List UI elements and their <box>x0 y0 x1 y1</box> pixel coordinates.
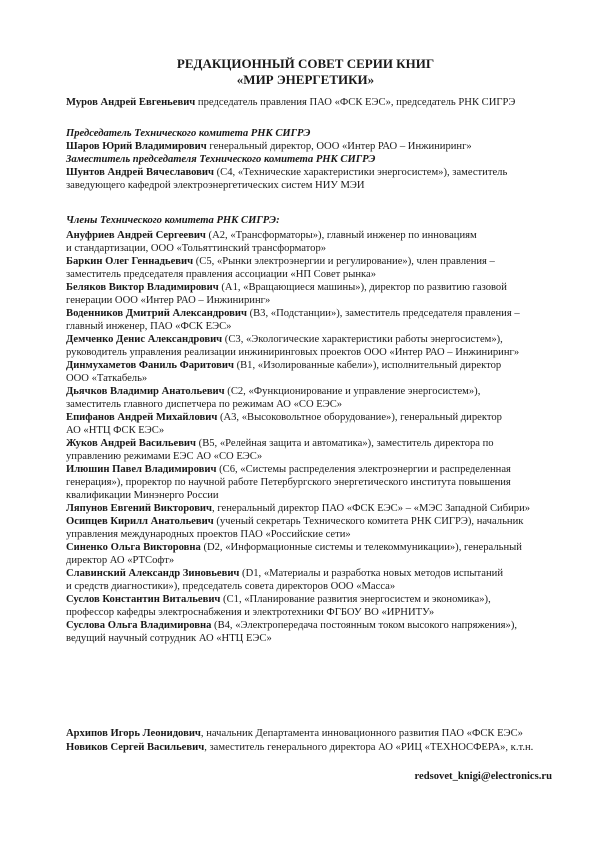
member-desc-continuation: генерации ООО «Интер РАО – Инжиниринг» <box>66 295 271 306</box>
committee-deputy-desc-line-2: заведующего кафедрой электроэнергетических систем НИУ МЭИ <box>66 180 365 191</box>
member-desc: (С2, «Функционирование и управление энергосистем»), <box>224 386 481 397</box>
member-entry <box>66 229 566 242</box>
member-desc: (D2, «Информационные системы и телекоммуникации»), генеральный <box>200 542 522 553</box>
member-desc-continuation: управления международных проектов ПАО «Российские сети» <box>66 529 351 540</box>
member-name: Осипцев Кирилл Анатольевич <box>66 516 214 527</box>
member-name: Воденников Дмитрий Александрович <box>66 308 247 319</box>
member-desc-continuation: руководитель управления реализации инжиниринговых проектов ООО «Интер РАО – Инжиниринг» <box>66 347 520 358</box>
member-entry <box>66 437 566 450</box>
member-name: Илюшин Павел Владимирович <box>66 464 217 475</box>
member-desc-continuation: заместитель главного диспетчера по режимам АО «СО ЕЭС» <box>66 399 343 410</box>
member-desc-continuation: квалификации Минэнерго России <box>66 490 219 501</box>
contact-email[interactable]: redsovet_knigi@electronics.ru <box>414 771 552 782</box>
page-title-line-2: «МИР ЭНЕРГЕТИКИ» <box>236 72 375 87</box>
other-name: Архипов Игорь Леонидович <box>66 728 201 739</box>
member-entry <box>66 255 566 268</box>
committee-chair-desc: генеральный директор, ООО «Интер РАО – Инжиниринг» <box>206 141 472 152</box>
member-entry <box>66 281 566 294</box>
member-name: Епифанов Андрей Михайлович <box>66 412 218 423</box>
member-desc-continuation: и стандартизации, ООО «Тольяттинский трансформатор» <box>66 243 327 254</box>
committee-deputy-heading: Заместитель председателя Технического комитета РНК СИГРЭ <box>66 154 376 165</box>
member-name: Жуков Андрей Васильевич <box>66 438 197 449</box>
member-name: Ануфриев Андрей Сергеевич <box>66 230 206 241</box>
member-desc-continuation: директор АО «РТСофт» <box>66 555 175 566</box>
member-entry <box>66 502 566 515</box>
member-desc: (В1, «Изолированные кабели»), исполнительный директор <box>233 360 502 371</box>
chairman-entry <box>66 96 566 109</box>
member-name: Динмухаметов Фаниль Фаритович <box>66 360 234 371</box>
member-desc-continuation: заместитель председателя правления ассоциации «НП Совет рынка» <box>66 269 377 280</box>
committee-chair-entry <box>66 140 566 153</box>
member-name: Синенко Ольга Викторовна <box>66 542 201 553</box>
member-desc-continuation: главный инженер, ПАО «ФСК ЕЭС» <box>66 321 232 332</box>
member-entry <box>66 411 566 424</box>
member-desc: (А1, «Вращающиеся машины»), директор по развитию газовой <box>218 282 507 293</box>
member-name: Баркин Олег Геннадьевич <box>66 256 194 267</box>
member-desc-continuation: ООО «Таткабель» <box>66 373 148 384</box>
member-desc: (D1, «Материалы и разработка новых методов испытаний <box>239 568 504 579</box>
member-entry <box>66 515 566 528</box>
committee-chair-heading: Председатель Технического комитета РНК СИГРЭ <box>66 128 311 139</box>
member-desc: (В5, «Релейная защита и автоматика»), заместитель директора по <box>196 438 494 449</box>
chairman-desc: председатель правления ПАО «ФСК ЕЭС», председатель РНК СИГРЭ <box>195 97 516 108</box>
member-desc: (С3, «Экологические характеристики работы энергосистем»), <box>222 334 503 345</box>
member-entry <box>66 567 566 580</box>
member-name: Суслова Ольга Владимировна <box>66 620 212 631</box>
member-entry <box>66 385 566 398</box>
member-desc-continuation: генерация»), проректор по научной работе Петербургского энергетического института повышения <box>66 477 511 488</box>
member-desc: (В3, «Подстанции»), заместитель председателя правления – <box>246 308 520 319</box>
member-name: Ляпунов Евгений Викторович <box>66 503 213 514</box>
other-desc: , начальник Департамента инновационного развития ПАО «ФСК ЕЭС» <box>200 728 523 739</box>
other-entry <box>66 727 566 740</box>
chairman-name: Муров Андрей Евгеньевич <box>66 97 196 108</box>
member-entry <box>66 541 566 554</box>
member-name: Дьячков Владимир Анатольевич <box>66 386 225 397</box>
member-name: Суслов Константин Витальевич <box>66 594 221 605</box>
other-entry <box>66 741 566 754</box>
member-desc: (ученый секретарь Технического комитета РНК СИГРЭ), начальник <box>213 516 524 527</box>
committee-deputy-entry <box>66 166 566 179</box>
committee-deputy-name: Шунтов Андрей Вячеславович <box>66 167 214 178</box>
member-desc: (А3, «Высоковольтное оборудование»), генеральный директор <box>217 412 502 423</box>
member-entry <box>66 359 566 372</box>
page-title-line-1: РЕДАКЦИОННЫЙ СОВЕТ СЕРИИ КНИГ <box>176 56 435 71</box>
member-desc: (А2, «Трансформаторы»), главный инженер по инновациям <box>205 230 477 241</box>
member-name: Беляков Виктор Владимирович <box>66 282 219 293</box>
member-entry <box>66 333 566 346</box>
member-desc: (В4, «Электропередача постоянным током высокого напряжения»), <box>211 620 518 631</box>
member-desc: (С1, «Планирование развития энергосистем и экономика»), <box>220 594 491 605</box>
member-entry <box>66 593 566 606</box>
member-desc: , генеральный директор ПАО «ФСК ЕЭС» – «МЭС Западной Сибири» <box>212 503 531 514</box>
member-entry <box>66 307 566 320</box>
member-desc-continuation: ведущий научный сотрудник АО «НТЦ ЕЭС» <box>66 633 272 644</box>
members-heading: Члены Технического комитета РНК СИГРЭ: <box>66 215 280 226</box>
other-desc: , заместитель генерального директора АО «РИЦ «ТЕХНОСФЕРА», к.т.н. <box>204 742 534 753</box>
member-desc-continuation: профессор кафедры электроснабжения и электротехники ФГБОУ ВО «ИРНИТУ» <box>66 607 435 618</box>
member-entry <box>66 463 566 476</box>
committee-chair-name: Шаров Юрий Владимирович <box>66 141 207 152</box>
member-desc-continuation: управлению режимами ЕЭС АО «СО ЕЭС» <box>66 451 263 462</box>
member-desc-continuation: и средств диагностики»), председатель совета директоров ООО «Масса» <box>66 581 396 592</box>
other-name: Новиков Сергей Васильевич <box>66 742 205 753</box>
committee-deputy-desc: (С4, «Технические характеристики энергосистем»), заместитель <box>214 167 508 178</box>
member-desc: (С6, «Системы распределения электроэнергии и распределенная <box>216 464 511 475</box>
member-desc: (С5, «Рынки электроэнергии и регулирование»), член правления – <box>193 256 495 267</box>
member-name: Славинский Александр Зиновьевич <box>66 568 240 579</box>
member-name: Демченко Денис Александрович <box>66 334 223 345</box>
member-desc-continuation: АО «НТЦ ФСК ЕЭС» <box>66 425 165 436</box>
member-entry <box>66 619 566 632</box>
